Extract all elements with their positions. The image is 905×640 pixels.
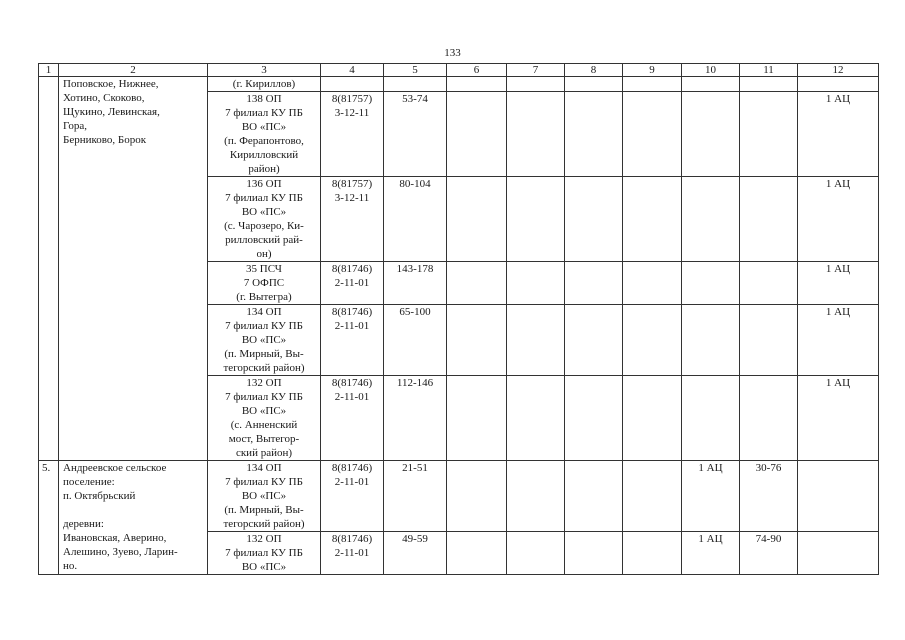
fire-unit-cell-line: ВО «ПС» [241,121,287,133]
empty-cell [447,461,507,532]
col11-cell [740,92,798,177]
phone-cell [321,262,384,305]
fire-unit-cell-line: ВО «ПС» [241,405,287,417]
fire-unit-cell-line: (с. Чарозеро, Ки- [224,220,304,232]
fire-unit-cell-line: ВО «ПС» [241,334,287,346]
phone-cell-line: 3-12-11 [334,107,370,119]
col12-cell: 1 АЦ [798,92,879,177]
phone-cell [321,461,384,532]
col10-cell [682,262,740,305]
fire-unit-cell-line: 132 ОП [246,377,282,389]
empty-cell [507,376,565,461]
empty-cell [447,262,507,305]
settlement-cell-line: Поповское, Нижнее, [63,78,159,90]
empty-cell [507,532,565,575]
col11-cell [740,305,798,376]
col11-cell [740,177,798,262]
fire-unit-cell-line: тегорский район) [223,518,305,530]
distance-cell [384,77,447,92]
empty-cell [507,177,565,262]
fire-unit-cell-line: ВО «ПС» [241,561,287,573]
settlement-cell-line: Хотино, Скоково, [63,92,145,104]
phone-cell [321,92,384,177]
col-header: 3 [208,64,321,77]
empty-cell [565,305,623,376]
distance-cell: 21-51 [384,461,447,532]
fire-unit-cell [208,532,321,575]
col-header: 11 [740,64,798,77]
col11-cell [740,77,798,92]
empty-cell [447,532,507,575]
phone-cell-line: 2-11-01 [334,476,370,488]
phone-cell-line: 8(81746) [331,306,373,318]
phone-cell-line: 3-12-11 [334,192,370,204]
fire-unit-cell [208,92,321,177]
empty-cell [623,177,682,262]
empty-cell [565,92,623,177]
distance-cell: 53-74 [384,92,447,177]
phone-cell-line: 8(81746) [331,377,373,389]
empty-cell [623,92,682,177]
fire-unit-cell-line: (п. Ферапонтово, [224,135,304,147]
empty-cell [507,305,565,376]
phone-cell-line: 8(81757) [331,178,373,190]
fire-unit-cell [208,461,321,532]
phone-cell [321,376,384,461]
fire-unit-cell-line: мост, Вытегор- [228,433,300,445]
col-header: 9 [623,64,682,77]
fire-unit-cell-line: 35 ПСЧ [246,263,282,275]
table-row [39,77,879,92]
distance-cell: 112-146 [384,376,447,461]
fire-unit-cell-line: Кирилловский [229,149,299,161]
empty-cell [565,262,623,305]
fire-unit-cell-line: (г. Вытегра) [236,291,292,303]
col12-cell: 1 АЦ [798,262,879,305]
col10-cell [682,92,740,177]
distance-cell: 143-178 [384,262,447,305]
col12-cell: 1 АЦ [798,376,879,461]
col12-cell [798,461,879,532]
settlement-cell-line: Андреевское сельское [63,462,167,474]
fire-unit-cell-line: 7 филиал КУ ПБ [225,192,303,204]
phone-cell-line: 2-11-01 [334,320,370,332]
empty-cell [623,77,682,92]
empty-cell [623,461,682,532]
col12-cell: 1 АЦ [798,305,879,376]
fire-unit-cell [208,376,321,461]
fire-unit-cell [208,305,321,376]
row-number [39,77,59,461]
settlement-cell-line: Алешино, Зуево, Ларин- [63,546,178,558]
distance-cell: 65-100 [384,305,447,376]
settlement-cell [59,77,208,461]
col11-cell: 74-90 [740,532,798,575]
col-header: 6 [447,64,507,77]
settlement-cell-line: но. [63,560,78,572]
fire-unit-cell-line: район) [248,163,280,175]
fire-unit-cell-line: 7 ОФПС [243,277,285,289]
header-row [39,64,879,77]
phone-cell-line: 8(81746) [331,263,373,275]
fire-unit-cell-line: ВО «ПС» [241,490,287,502]
fire-unit-cell-line: 134 ОП [246,462,282,474]
settlement-cell-line [63,503,205,517]
empty-cell [447,77,507,92]
fire-unit-cell [208,77,321,92]
phone-cell-line: 2-11-01 [334,391,370,403]
settlement-cell-line: Берниково, Борок [63,134,147,146]
fire-unit-cell-line: (с. Анненский [230,419,298,431]
empty-cell [507,92,565,177]
col10-cell [682,177,740,262]
fire-unit-cell-line: ский район) [235,447,293,459]
phone-cell-line: 8(81746) [331,462,373,474]
empty-cell [447,376,507,461]
empty-cell [447,305,507,376]
settlement-cell-line: п. Октябрьский [63,490,136,502]
fire-unit-cell-line: 7 филиал КУ ПБ [225,391,303,403]
page-number: 133 [444,47,461,59]
distance-cell: 49-59 [384,532,447,575]
phone-cell [321,532,384,575]
col12-cell: 1 АЦ [798,177,879,262]
fire-unit-cell-line: тегорский район) [223,362,305,374]
col11-cell [740,262,798,305]
fire-unit-cell-line: 7 филиал КУ ПБ [225,320,303,332]
fire-unit-cell [208,177,321,262]
empty-cell [623,305,682,376]
empty-cell [507,262,565,305]
col-header: 2 [59,64,208,77]
fire-unit-cell-line: 132 ОП [246,533,282,545]
empty-cell [507,461,565,532]
fire-unit-cell-line: (п. Мирный, Вы- [224,504,304,516]
settlement-cell-line: Ивановская, Аверино, [63,532,167,544]
fire-unit-cell-line: рилловский рай- [225,234,303,246]
col-header: 1 [39,64,59,77]
phone-cell-line: 2-11-01 [334,547,370,559]
phone-cell-line: 8(81757) [331,93,373,105]
col-header: 5 [384,64,447,77]
empty-cell [623,376,682,461]
empty-cell [565,532,623,575]
col-header: 4 [321,64,384,77]
phone-cell [321,305,384,376]
fire-unit-cell-line: ВО «ПС» [241,206,287,218]
fire-unit-cell-line: 136 ОП [246,178,282,190]
phone-cell [321,77,384,92]
col10-cell [682,376,740,461]
empty-cell [565,376,623,461]
fire-unit-cell-line: 7 филиал КУ ПБ [225,107,303,119]
empty-cell [565,77,623,92]
empty-cell [623,262,682,305]
col10-cell: 1 АЦ [682,461,740,532]
empty-cell [447,177,507,262]
col11-cell [740,376,798,461]
fire-unit-cell-line: (г. Кириллов) [232,78,296,90]
fire-unit-cell-line: 138 ОП [246,93,282,105]
col-header: 8 [565,64,623,77]
fire-unit-cell-line: 134 ОП [246,306,282,318]
settlement-cell [59,461,208,575]
col11-cell: 30-76 [740,461,798,532]
fire-unit-cell-line: 7 филиал КУ ПБ [225,547,303,559]
fire-unit-cell-line: (п. Мирный, Вы- [224,348,304,360]
col12-cell [798,77,879,92]
phone-cell [321,177,384,262]
settlement-cell-line: деревни: [63,518,104,530]
settlement-cell-line: Щукино, Левинская, [63,106,160,118]
empty-cell [507,77,565,92]
col10-cell [682,77,740,92]
fire-unit-cell [208,262,321,305]
col-header: 12 [798,64,879,77]
phone-cell-line: 2-11-01 [334,277,370,289]
col10-cell: 1 АЦ [682,532,740,575]
empty-cell [565,177,623,262]
col-header: 7 [507,64,565,77]
table-row [39,461,879,532]
empty-cell [565,461,623,532]
col10-cell [682,305,740,376]
row-number: 5. [39,461,59,575]
settlement-cell-line: Гора, [63,120,88,132]
fire-unit-cell-line: он) [256,248,272,260]
fire-unit-cell-line: 7 филиал КУ ПБ [225,476,303,488]
settlement-cell-line: поселение: [63,476,115,488]
col-header: 10 [682,64,740,77]
empty-cell [447,92,507,177]
distance-cell: 80-104 [384,177,447,262]
col12-cell [798,532,879,575]
empty-cell [623,532,682,575]
phone-cell-line: 8(81746) [331,533,373,545]
fire-units-table [38,63,879,575]
